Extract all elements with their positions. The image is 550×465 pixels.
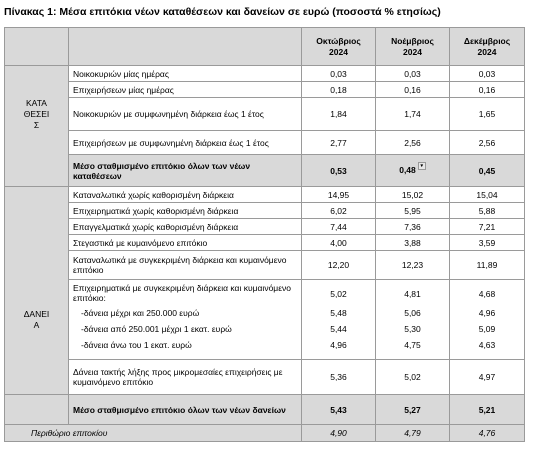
table-row <box>5 98 525 131</box>
value-cell: 5,95 <box>376 203 450 219</box>
value-cell: 7,44 <box>302 219 376 235</box>
value-cell: 7,21 <box>450 219 525 235</box>
value-cell: 15,02 <box>376 187 450 203</box>
value-cell: 5,43 <box>302 395 376 425</box>
value-cell: 5,02 <box>376 360 450 395</box>
deposits-group-cell <box>5 155 69 187</box>
loans-group-cell <box>5 251 69 280</box>
loans-group-cell <box>5 219 69 235</box>
value-cell: 14,95 <box>302 187 376 203</box>
value-cell: 4,97 <box>450 360 525 395</box>
value-cell: 12,20 <box>302 251 376 280</box>
value-text: 0,48 <box>399 165 416 175</box>
sub-row-label: -δάνεια από 250.001 μέχρι 1 εκατ. ευρώ <box>81 324 232 334</box>
row-label: Επιχειρηματικά χωρίς καθορισμένη διάρκεια <box>69 203 302 219</box>
table-row <box>5 235 525 251</box>
loans-group-cell <box>5 235 69 251</box>
loans-group-label: ΔΑΝΕΙ Α <box>5 280 69 360</box>
value-cell: 0,03 <box>376 66 450 82</box>
row-label: Νοικοκυριών μίας ημέρας <box>69 66 302 82</box>
value-cell: 0,16 <box>376 82 450 98</box>
table-row <box>5 251 525 280</box>
row-label: Περιθώριο επιτοκίου <box>5 425 302 442</box>
value-cell: 0,18 <box>302 82 376 98</box>
value-cell: 4,00 <box>302 235 376 251</box>
value-cell: 3,59 <box>450 235 525 251</box>
column-header-november: Νοέμβριος 2024 <box>376 28 450 66</box>
table-row <box>5 203 525 219</box>
value-cell: 12,23 <box>376 251 450 280</box>
value-cell: 0,16 <box>450 82 525 98</box>
value-cell: 11,89 <box>450 251 525 280</box>
business-loans-december <box>450 280 525 360</box>
table-title: Πίνακας 1: Μέσα επιτόκια νέων καταθέσεων και δανείων σε ευρώ (ποσοστά % ετησίως) <box>4 6 441 18</box>
interest-rates-table <box>4 27 525 442</box>
row-label: Νοικοκυριών με συμφωνημένη διάρκεια έως 1 έτος <box>69 98 302 131</box>
column-header-october: Οκτώβριος 2024 <box>302 28 376 66</box>
value-cell: 4,63 <box>478 340 496 350</box>
value-cell: 7,36 <box>376 219 450 235</box>
table-row <box>5 219 525 235</box>
margin-row <box>5 425 525 442</box>
value-cell: 4,81 <box>404 289 421 299</box>
value-cell: 5,06 <box>404 308 421 318</box>
row-label: Μέσο σταθμισμένο επιτόκιο όλων των νέων δανείων <box>69 395 302 425</box>
value-cell: 0,53 <box>302 155 376 187</box>
table-row <box>5 360 525 395</box>
row-label: Επιχειρήσεων μίας ημέρας <box>69 82 302 98</box>
loans-group-cell <box>5 203 69 219</box>
business-loans-october <box>302 280 376 360</box>
value-cell: 1,74 <box>376 98 450 131</box>
row-label: Μέσο σταθμισμένο επιτόκιο όλων των νέων καταθέσεων <box>69 155 302 187</box>
loans-group-cell <box>5 360 69 395</box>
table-row <box>5 187 525 203</box>
deposits-group-cell <box>5 131 69 155</box>
value-cell: 5,21 <box>450 395 525 425</box>
header-row <box>5 28 525 66</box>
value-cell: 2,77 <box>302 131 376 155</box>
value-cell: 0,03 <box>450 66 525 82</box>
business-loans-block <box>5 280 525 360</box>
value-cell: 0,45 <box>450 155 525 187</box>
value-cell: 5,88 <box>450 203 525 219</box>
value-cell: 4,96 <box>330 340 347 350</box>
loans-average-row <box>5 395 525 425</box>
value-cell: 15,04 <box>450 187 525 203</box>
value-cell: 3,88 <box>376 235 450 251</box>
row-label: Επιχειρήσεων με συμφωνημένη διάρκεια έως 1 έτος <box>69 131 302 155</box>
value-cell: 4,68 <box>478 289 496 299</box>
value-cell: 5,02 <box>330 289 347 299</box>
row-label: Επαγγελματικά χωρίς καθορισμένη διάρκεια <box>69 219 302 235</box>
value-cell <box>376 155 450 187</box>
deposits-average-row <box>5 155 525 187</box>
column-header-december: Δεκέμβριος 2024 <box>450 28 525 66</box>
value-cell: 5,36 <box>302 360 376 395</box>
header-corner-cell <box>5 28 69 66</box>
value-cell: 6,02 <box>302 203 376 219</box>
value-cell: 2,56 <box>450 131 525 155</box>
value-cell: 4,96 <box>478 308 496 318</box>
value-cell: 4,75 <box>404 340 421 350</box>
row-label: Επιχειρηματικά με συγκεκριμένη διάρκεια και κυμαινόμενο επιτόκιο: <box>73 283 291 303</box>
value-cell: 5,30 <box>404 324 421 334</box>
value-cell: 1,65 <box>450 98 525 131</box>
sub-row-label: -δάνεια μέχρι και 250.000 ευρώ <box>81 308 200 318</box>
loans-group-cell <box>5 187 69 203</box>
row-label: Δάνεια τακτής λήξης προς μικρομεσαίες επιχειρήσεις με κυμαινόμενο επιτόκιο <box>69 360 302 395</box>
table-row <box>5 66 525 82</box>
loans-average-group-cell <box>5 395 69 425</box>
value-cell: 0,03 <box>302 66 376 82</box>
value-cell: 5,27 <box>376 395 450 425</box>
row-label: Στεγαστικά με κυμαινόμενο επιτόκιο <box>69 235 302 251</box>
table-row <box>5 131 525 155</box>
value-cell: 5,09 <box>478 324 496 334</box>
sub-row-label: -δάνεια άνω του 1 εκατ. ευρώ <box>81 340 192 350</box>
dropdown-arrow-icon[interactable]: ▾ <box>418 162 426 170</box>
deposits-group-cell <box>5 82 69 98</box>
deposits-group-cell <box>5 66 69 82</box>
business-loans-november <box>376 280 450 360</box>
value-cell: 4,79 <box>376 425 450 442</box>
table-row <box>5 82 525 98</box>
value-cell: 5,44 <box>330 324 347 334</box>
deposits-group-label: ΚΑΤΑ ΘΕΣΕΙ Σ <box>5 98 69 131</box>
value-cell: 4,90 <box>302 425 376 442</box>
header-label-cell <box>69 28 302 66</box>
row-label: Καταναλωτικά χωρίς καθορισμένη διάρκεια <box>69 187 302 203</box>
value-cell: 5,48 <box>330 308 347 318</box>
row-label: Καταναλωτικά με συγκεκριμένη διάρκεια και κυμαινόμενο επιτόκιο <box>69 251 302 280</box>
value-cell: 2,56 <box>376 131 450 155</box>
value-cell: 1,84 <box>302 98 376 131</box>
business-loans-labels <box>69 280 302 360</box>
value-cell: 4,76 <box>450 425 525 442</box>
